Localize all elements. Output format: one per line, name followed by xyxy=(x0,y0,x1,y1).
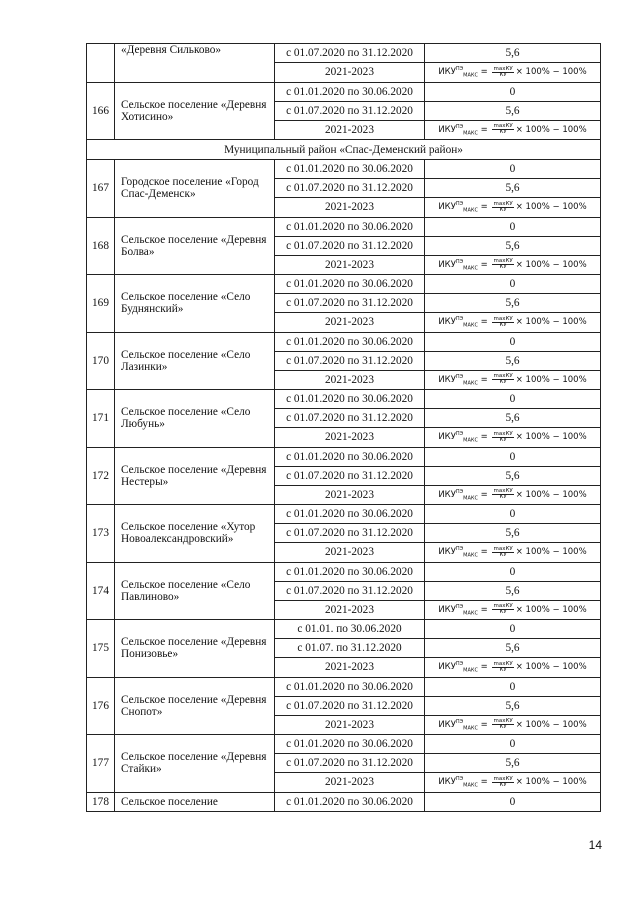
formula: $ИКУ^{ПЭ}_{МАКС}$ = $\frac{\max КУ}{КУ}$ × 100% − 100% xyxy=(438,716,586,735)
formula-rhs: × 100% − 100% xyxy=(515,489,587,500)
formula-fraction: $\frac{\max КУ}{КУ}$ xyxy=(493,200,513,213)
value-cell: 5,6 xyxy=(425,101,601,120)
formula-lhs: $ИКУ^{ПЭ}_{МАКС}$ xyxy=(438,603,478,617)
period-cell: с 01.01.2020 по 30.06.2020 xyxy=(275,792,425,811)
formula-lhs: $ИКУ^{ПЭ}_{МАКС}$ xyxy=(438,123,478,137)
formula-cell xyxy=(425,313,601,333)
period-cell: с 01.01.2020 по 30.06.2020 xyxy=(275,332,425,351)
value-cell: 0 xyxy=(425,505,601,524)
table-row xyxy=(87,735,601,754)
row-number: 178 xyxy=(87,792,115,811)
formula-fraction: $\frac{\max КУ}{КУ}$ xyxy=(493,603,513,616)
formula-lhs: $ИКУ^{ПЭ}_{МАКС}$ xyxy=(438,258,478,272)
formula-lhs: $ИКУ^{ПЭ}_{МАКС}$ xyxy=(438,431,478,444)
formula-cell xyxy=(425,370,601,390)
period-cell: с 01.07.2020 по 31.12.2020 xyxy=(275,524,425,543)
table-row xyxy=(87,275,601,294)
period-cell: 2021-2023 xyxy=(275,658,425,678)
formula-rhs: × 100% − 100% xyxy=(515,67,587,78)
settlement-name: Сельское поселение «Деревня Понизовье» xyxy=(115,620,275,678)
value-cell: 5,6 xyxy=(425,44,601,63)
period-cell: с 01.07.2020 по 31.12.2020 xyxy=(275,696,425,715)
table-row xyxy=(87,447,601,466)
table-row xyxy=(87,160,601,179)
period-cell: с 01.01.2020 по 30.06.2020 xyxy=(275,217,425,236)
period-cell: 2021-2023 xyxy=(275,63,425,83)
table-row xyxy=(87,332,601,351)
formula-fraction: $\frac{\max КУ}{КУ}$ xyxy=(493,545,513,558)
formula-rhs: × 100% − 100% xyxy=(515,374,587,385)
row-number: 175 xyxy=(87,620,115,678)
formula: $ИКУ^{ПЭ}_{МАКС}$ = $\frac{\max КУ}{КУ}$ × 100% − 100% xyxy=(438,63,586,82)
value-cell: 5,6 xyxy=(425,754,601,773)
period-cell: с 01.01.2020 по 30.06.2020 xyxy=(275,275,425,294)
formula-lhs: $ИКУ^{ПЭ}_{МАКС}$ xyxy=(438,488,478,502)
settlement-name: Сельское поселение «Деревня Стайки» xyxy=(115,735,275,793)
formula-cell xyxy=(425,63,601,83)
value-cell: 0 xyxy=(425,160,601,179)
period-cell: 2021-2023 xyxy=(275,370,425,390)
formula-fraction: $\frac{\max КУ}{КУ}$ xyxy=(493,660,513,673)
period-cell: с 01.07.2020 по 31.12.2020 xyxy=(275,351,425,370)
formula-lhs: $ИКУ^{ПЭ}_{МАКС}$ xyxy=(438,201,478,214)
value-cell: 5,6 xyxy=(425,236,601,255)
settlement-name: Сельское поселение «Село Буднянский» xyxy=(115,275,275,333)
period-cell: с 01.07.2020 по 31.12.2020 xyxy=(275,754,425,773)
formula-lhs: $ИКУ^{ПЭ}_{МАКС}$ xyxy=(438,776,478,789)
formula-rhs: × 100% − 100% xyxy=(515,604,587,615)
value-cell: 5,6 xyxy=(425,351,601,370)
value-cell: 0 xyxy=(425,620,601,639)
settlement-name: Сельское поселение «Село Павлиново» xyxy=(115,562,275,620)
formula-fraction: $\frac{\max КУ}{КУ}$ xyxy=(493,718,513,731)
formula-lhs: $ИКУ^{ПЭ}_{МАКС}$ xyxy=(438,546,478,559)
value-cell: 0 xyxy=(425,275,601,294)
formula-lhs: $ИКУ^{ПЭ}_{МАКС}$ xyxy=(438,718,478,732)
formula-rhs: × 100% − 100% xyxy=(515,259,587,270)
formula-rhs: × 100% − 100% xyxy=(515,317,587,328)
formula: $ИКУ^{ПЭ}_{МАКС}$ = $\frac{\max КУ}{КУ}$ × 100% − 100% xyxy=(438,371,586,390)
formula-lhs: $ИКУ^{ПЭ}_{МАКС}$ xyxy=(438,373,478,387)
settlement-name: Городское поселение «Город Спас-Деменск» xyxy=(115,160,275,218)
value-cell: 5,6 xyxy=(425,294,601,313)
row-number: 168 xyxy=(87,217,115,275)
table-row xyxy=(87,44,601,63)
value-cell: 0 xyxy=(425,82,601,101)
formula-cell xyxy=(425,600,601,620)
formula: $ИКУ^{ПЭ}_{МАКС}$ = $\frac{\max КУ}{КУ}$ × 100% − 100% xyxy=(438,256,586,275)
formula-rhs: × 100% − 100% xyxy=(515,777,587,788)
period-cell: с 01.07.2020 по 31.12.2020 xyxy=(275,44,425,63)
formula-fraction: $\frac{\max КУ}{КУ}$ xyxy=(493,315,513,328)
table-row xyxy=(87,792,601,811)
period-cell: с 01.07.2020 по 31.12.2020 xyxy=(275,179,425,198)
period-cell: 2021-2023 xyxy=(275,255,425,275)
period-cell: с 01.01.2020 по 30.06.2020 xyxy=(275,390,425,409)
period-cell: с 01.01.2020 по 30.06.2020 xyxy=(275,82,425,101)
period-cell: 2021-2023 xyxy=(275,600,425,620)
formula-rhs: × 100% − 100% xyxy=(515,719,587,730)
period-cell: с 01.01.2020 по 30.06.2020 xyxy=(275,160,425,179)
row-number: 169 xyxy=(87,275,115,333)
formula-lhs: $ИКУ^{ПЭ}_{МАКС}$ xyxy=(438,66,478,79)
formula-cell xyxy=(425,485,601,505)
period-cell: 2021-2023 xyxy=(275,313,425,333)
value-cell: 0 xyxy=(425,677,601,696)
formula: $ИКУ^{ПЭ}_{МАКС}$ = $\frac{\max КУ}{КУ}$ × 100% − 100% xyxy=(438,428,586,447)
period-cell: 2021-2023 xyxy=(275,773,425,793)
value-cell: 0 xyxy=(425,447,601,466)
formula-fraction: $\frac{\max КУ}{КУ}$ xyxy=(493,258,513,271)
period-cell: 2021-2023 xyxy=(275,198,425,218)
period-cell: с 01.01.2020 по 30.06.2020 xyxy=(275,447,425,466)
value-cell: 5,6 xyxy=(425,696,601,715)
formula-cell xyxy=(425,715,601,735)
row-number: 173 xyxy=(87,505,115,563)
formula-fraction: $\frac{\max КУ}{КУ}$ xyxy=(493,123,513,136)
period-cell: 2021-2023 xyxy=(275,715,425,735)
row-number: 172 xyxy=(87,447,115,505)
table-row xyxy=(87,505,601,524)
row-number xyxy=(87,44,115,83)
formula-rhs: × 100% − 100% xyxy=(515,432,587,443)
formula: $ИКУ^{ПЭ}_{МАКС}$ = $\frac{\max КУ}{КУ}$ × 100% − 100% xyxy=(438,486,586,505)
settlement-name: Сельское поселение xyxy=(115,792,275,811)
period-cell: 2021-2023 xyxy=(275,120,425,140)
formula: $ИКУ^{ПЭ}_{МАКС}$ = $\frac{\max КУ}{КУ}$ × 100% − 100% xyxy=(438,198,586,217)
formula-fraction: $\frac{\max КУ}{КУ}$ xyxy=(493,65,513,78)
value-cell: 5,6 xyxy=(425,466,601,485)
period-cell: 2021-2023 xyxy=(275,543,425,563)
row-number: 167 xyxy=(87,160,115,218)
settlement-name: «Деревня Сильково» xyxy=(115,44,275,83)
period-cell: с 01.01.2020 по 30.06.2020 xyxy=(275,735,425,754)
value-cell: 5,6 xyxy=(425,179,601,198)
table-row xyxy=(87,620,601,639)
period-cell: с 01.07.2020 по 31.12.2020 xyxy=(275,294,425,313)
formula: $ИКУ^{ПЭ}_{МАКС}$ = $\frac{\max КУ}{КУ}$ × 100% − 100% xyxy=(438,121,586,140)
formula: $ИКУ^{ПЭ}_{МАКС}$ = $\frac{\max КУ}{КУ}$ × 100% − 100% xyxy=(438,658,586,677)
formula: $ИКУ^{ПЭ}_{МАКС}$ = $\frac{\max КУ}{КУ}$ × 100% − 100% xyxy=(438,773,586,792)
value-cell: 0 xyxy=(425,792,601,811)
table-row xyxy=(87,677,601,696)
formula-rhs: × 100% − 100% xyxy=(515,124,587,135)
table-row xyxy=(87,217,601,236)
formula: $ИКУ^{ПЭ}_{МАКС}$ = $\frac{\max КУ}{КУ}$ × 100% − 100% xyxy=(438,543,586,562)
settlement-name: Сельское поселение «Деревня Нестеры» xyxy=(115,447,275,505)
settlement-name: Сельское поселение «Хутор Новоалександровский» xyxy=(115,505,275,563)
formula-cell xyxy=(425,198,601,218)
period-cell: с 01.01.2020 по 30.06.2020 xyxy=(275,505,425,524)
period-cell: с 01.01. по 30.06.2020 xyxy=(275,620,425,639)
value-cell: 5,6 xyxy=(425,524,601,543)
formula-fraction: $\frac{\max КУ}{КУ}$ xyxy=(493,430,513,443)
value-cell: 0 xyxy=(425,390,601,409)
formula-fraction: $\frac{\max КУ}{КУ}$ xyxy=(493,373,513,386)
period-cell: с 01.07.2020 по 31.12.2020 xyxy=(275,101,425,120)
period-cell: с 01.07.2020 по 31.12.2020 xyxy=(275,409,425,428)
period-cell: с 01.07.2020 по 31.12.2020 xyxy=(275,236,425,255)
formula-fraction: $\frac{\max КУ}{КУ}$ xyxy=(493,488,513,501)
formula-cell xyxy=(425,543,601,563)
tariff-table xyxy=(86,43,601,812)
value-cell: 5,6 xyxy=(425,581,601,600)
row-number: 166 xyxy=(87,82,115,140)
period-cell: 2021-2023 xyxy=(275,428,425,448)
period-cell: 2021-2023 xyxy=(275,485,425,505)
table-row xyxy=(87,562,601,581)
formula-fraction: $\frac{\max КУ}{КУ}$ xyxy=(493,775,513,788)
row-number: 174 xyxy=(87,562,115,620)
value-cell: 0 xyxy=(425,735,601,754)
district-header: Муниципальный район «Спас-Деменский район» xyxy=(87,140,601,160)
value-cell: 5,6 xyxy=(425,409,601,428)
formula-cell xyxy=(425,428,601,448)
settlement-name: Сельское поселение «Деревня Хотисино» xyxy=(115,82,275,140)
settlement-name: Сельское поселение «Деревня Болва» xyxy=(115,217,275,275)
period-cell: с 01.07. по 31.12.2020 xyxy=(275,639,425,658)
formula: $ИКУ^{ПЭ}_{МАКС}$ = $\frac{\max КУ}{КУ}$ × 100% − 100% xyxy=(438,601,586,620)
formula-cell xyxy=(425,255,601,275)
district-row xyxy=(87,140,601,160)
row-number: 171 xyxy=(87,390,115,448)
row-number: 176 xyxy=(87,677,115,735)
value-cell: 0 xyxy=(425,562,601,581)
formula-lhs: $ИКУ^{ПЭ}_{МАКС}$ xyxy=(438,316,478,329)
table-row xyxy=(87,82,601,101)
settlement-name: Сельское поселение «Село Лазинки» xyxy=(115,332,275,390)
formula-cell xyxy=(425,120,601,140)
formula-cell xyxy=(425,773,601,793)
value-cell: 0 xyxy=(425,217,601,236)
settlement-name: Сельское поселение «Деревня Снопот» xyxy=(115,677,275,735)
page-number: 14 xyxy=(588,838,602,852)
row-number: 170 xyxy=(87,332,115,390)
formula-cell xyxy=(425,658,601,678)
formula: $ИКУ^{ПЭ}_{МАКС}$ = $\frac{\max КУ}{КУ}$ × 100% − 100% xyxy=(438,313,586,332)
formula-rhs: × 100% − 100% xyxy=(515,547,587,558)
formula-lhs: $ИКУ^{ПЭ}_{МАКС}$ xyxy=(438,661,478,674)
settlement-name: Сельское поселение «Село Любунь» xyxy=(115,390,275,448)
period-cell: с 01.07.2020 по 31.12.2020 xyxy=(275,581,425,600)
formula-rhs: × 100% − 100% xyxy=(515,202,587,213)
value-cell: 5,6 xyxy=(425,639,601,658)
period-cell: с 01.07.2020 по 31.12.2020 xyxy=(275,466,425,485)
table-row xyxy=(87,390,601,409)
formula-rhs: × 100% − 100% xyxy=(515,662,587,673)
value-cell: 0 xyxy=(425,332,601,351)
period-cell: с 01.01.2020 по 30.06.2020 xyxy=(275,562,425,581)
period-cell: с 01.01.2020 по 30.06.2020 xyxy=(275,677,425,696)
row-number: 177 xyxy=(87,735,115,793)
